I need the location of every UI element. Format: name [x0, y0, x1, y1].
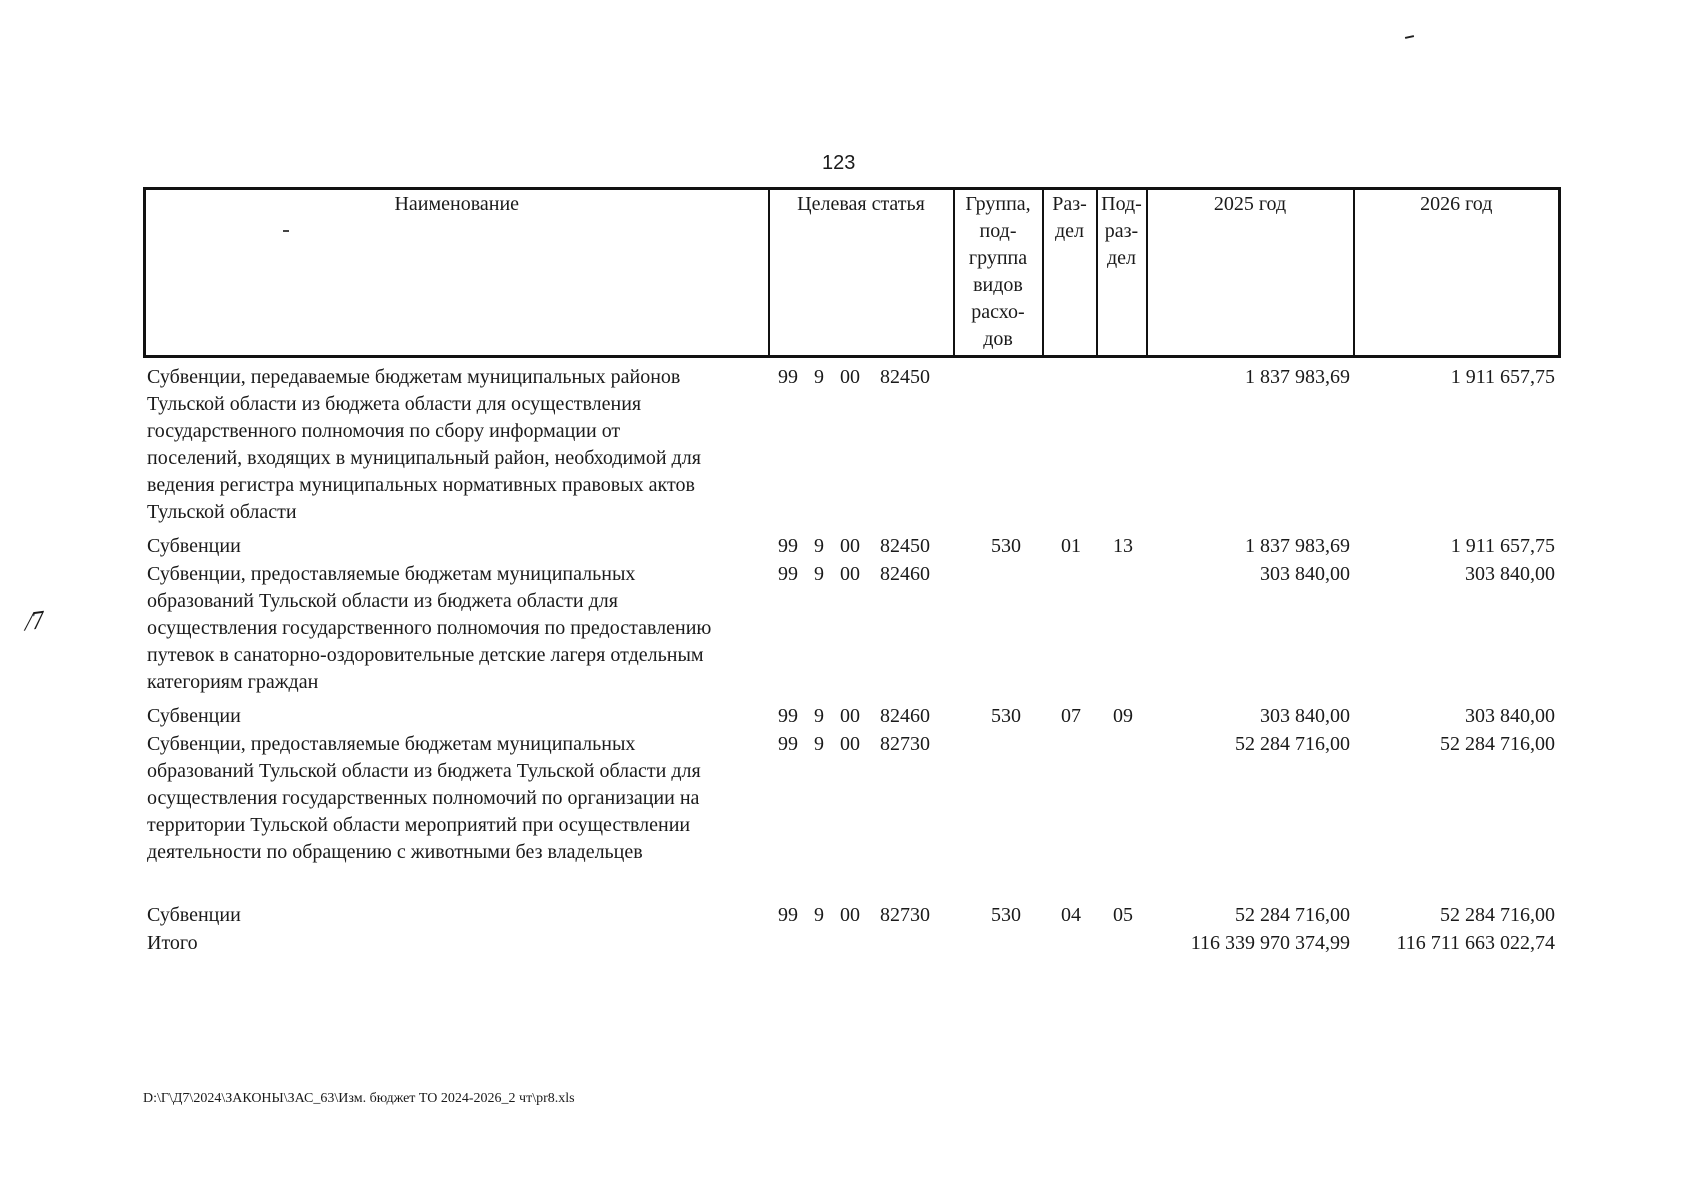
- handwritten-margin-mark: ⁄7: [24, 604, 47, 637]
- header-year-2025: 2025 год: [1147, 189, 1354, 357]
- row-name-line: путевок в санаторно-оздоровительные детские лагеря отдельным: [147, 644, 704, 666]
- header-year-2026: 2026 год: [1354, 189, 1560, 357]
- row-value-2026: 52 284 716,00: [1440, 733, 1555, 755]
- row-code-part: 82730: [880, 733, 930, 755]
- scan-mark: [1405, 35, 1414, 39]
- header-expense-group: Группа, под- группа видов расхо- дов: [954, 189, 1043, 357]
- header-section: Раз- дел: [1043, 189, 1097, 357]
- row-name-line: ведения регистра муниципальных нормативных правовых актов: [147, 474, 695, 496]
- row-subsection: 13: [1113, 535, 1133, 557]
- total-2025: 116 339 970 374,99: [1190, 932, 1350, 954]
- row-code-part: 99: [778, 705, 798, 727]
- row-name-line: осуществления государственного полномочия по предоставлению: [147, 617, 712, 639]
- total-2026: 116 711 663 022,74: [1396, 932, 1555, 954]
- row-value-2025: 52 284 716,00: [1235, 904, 1350, 926]
- row-value-2025: 1 837 983,69: [1245, 366, 1350, 388]
- row-name-line: Субвенции: [147, 535, 241, 557]
- row-expense-group: 530: [991, 535, 1021, 557]
- row-name-line: образований Тульской области из бюджета области для: [147, 590, 618, 612]
- row-name-line: Субвенции: [147, 705, 241, 727]
- row-expense-group: 530: [991, 705, 1021, 727]
- row-code-part: 9: [814, 563, 824, 585]
- row-code-part: 99: [778, 904, 798, 926]
- row-subsection: 09: [1113, 705, 1133, 727]
- row-code-part: 99: [778, 733, 798, 755]
- row-code-part: 00: [840, 563, 860, 585]
- row-name-line: образований Тульской области из бюджета Тульской области для: [147, 760, 701, 782]
- header-subsection: Под- раз- дел: [1097, 189, 1147, 357]
- row-code-part: 9: [814, 535, 824, 557]
- row-code-part: 99: [778, 563, 798, 585]
- row-value-2025: 1 837 983,69: [1245, 535, 1350, 557]
- row-code-part: 99: [778, 366, 798, 388]
- row-name-line: деятельности по обращению с животными без владельцев: [147, 841, 643, 863]
- row-section: 04: [1061, 904, 1081, 926]
- row-code-part: 82460: [880, 705, 930, 727]
- row-value-2025: 303 840,00: [1260, 705, 1350, 727]
- header-name: Наименование: [145, 189, 769, 357]
- row-name-line: территории Тульской области мероприятий при осуществлении: [147, 814, 691, 836]
- row-code-part: 00: [840, 535, 860, 557]
- row-subsection: 05: [1113, 904, 1133, 926]
- row-name-line: Субвенции, предоставляемые бюджетам муниципальных: [147, 733, 636, 755]
- row-name-line: категориям граждан: [147, 671, 319, 693]
- row-section: 07: [1061, 705, 1081, 727]
- row-code-part: 82460: [880, 563, 930, 585]
- row-code-part: 9: [814, 904, 824, 926]
- row-name-line: Тульской области: [147, 501, 297, 523]
- row-name-line: осуществления государственных полномочий по организации на: [147, 787, 700, 809]
- row-value-2025: 303 840,00: [1260, 563, 1350, 585]
- row-code-part: 82450: [880, 535, 930, 557]
- table-header: [143, 187, 1561, 358]
- row-section: 01: [1061, 535, 1081, 557]
- row-code-part: 82730: [880, 904, 930, 926]
- row-name-line: Субвенции, передаваемые бюджетам муниципальных районов: [147, 366, 681, 388]
- row-value-2026: 303 840,00: [1465, 563, 1555, 585]
- row-code-part: 9: [814, 733, 824, 755]
- row-code-part: 00: [840, 733, 860, 755]
- row-value-2025: 52 284 716,00: [1235, 733, 1350, 755]
- row-code-part: 00: [840, 904, 860, 926]
- row-value-2026: 1 911 657,75: [1450, 366, 1555, 388]
- row-expense-group: 530: [991, 904, 1021, 926]
- row-code-part: 99: [778, 535, 798, 557]
- row-value-2026: 52 284 716,00: [1440, 904, 1555, 926]
- row-name-line: Субвенции: [147, 904, 241, 926]
- row-code-part: 00: [840, 366, 860, 388]
- row-code-part: 82450: [880, 366, 930, 388]
- row-name-line: государственного полномочия по сбору информации от: [147, 420, 621, 442]
- row-value-2026: 303 840,00: [1465, 705, 1555, 727]
- row-value-2026: 1 911 657,75: [1450, 535, 1555, 557]
- file-path-footer: D:\Г\Д7\2024\ЗАКОНЫ\ЗАС_63\Изм. бюджет ТО 2024-2026_2 чт\pr8.xls: [143, 1091, 575, 1106]
- row-name-line: поселений, входящих в муниципальный район, необходимой для: [147, 447, 701, 469]
- row-name-line: Тульской области из бюджета области для осуществления: [147, 393, 642, 415]
- row-code-part: 9: [814, 705, 824, 727]
- scan-dash: [283, 230, 289, 232]
- header-target-article: Целевая статья: [769, 189, 954, 357]
- row-code-part: 9: [814, 366, 824, 388]
- row-code-part: 00: [840, 705, 860, 727]
- row-name-line: Субвенции, предоставляемые бюджетам муниципальных: [147, 563, 636, 585]
- page-number: 123: [822, 152, 856, 174]
- total-label: Итого: [147, 932, 198, 954]
